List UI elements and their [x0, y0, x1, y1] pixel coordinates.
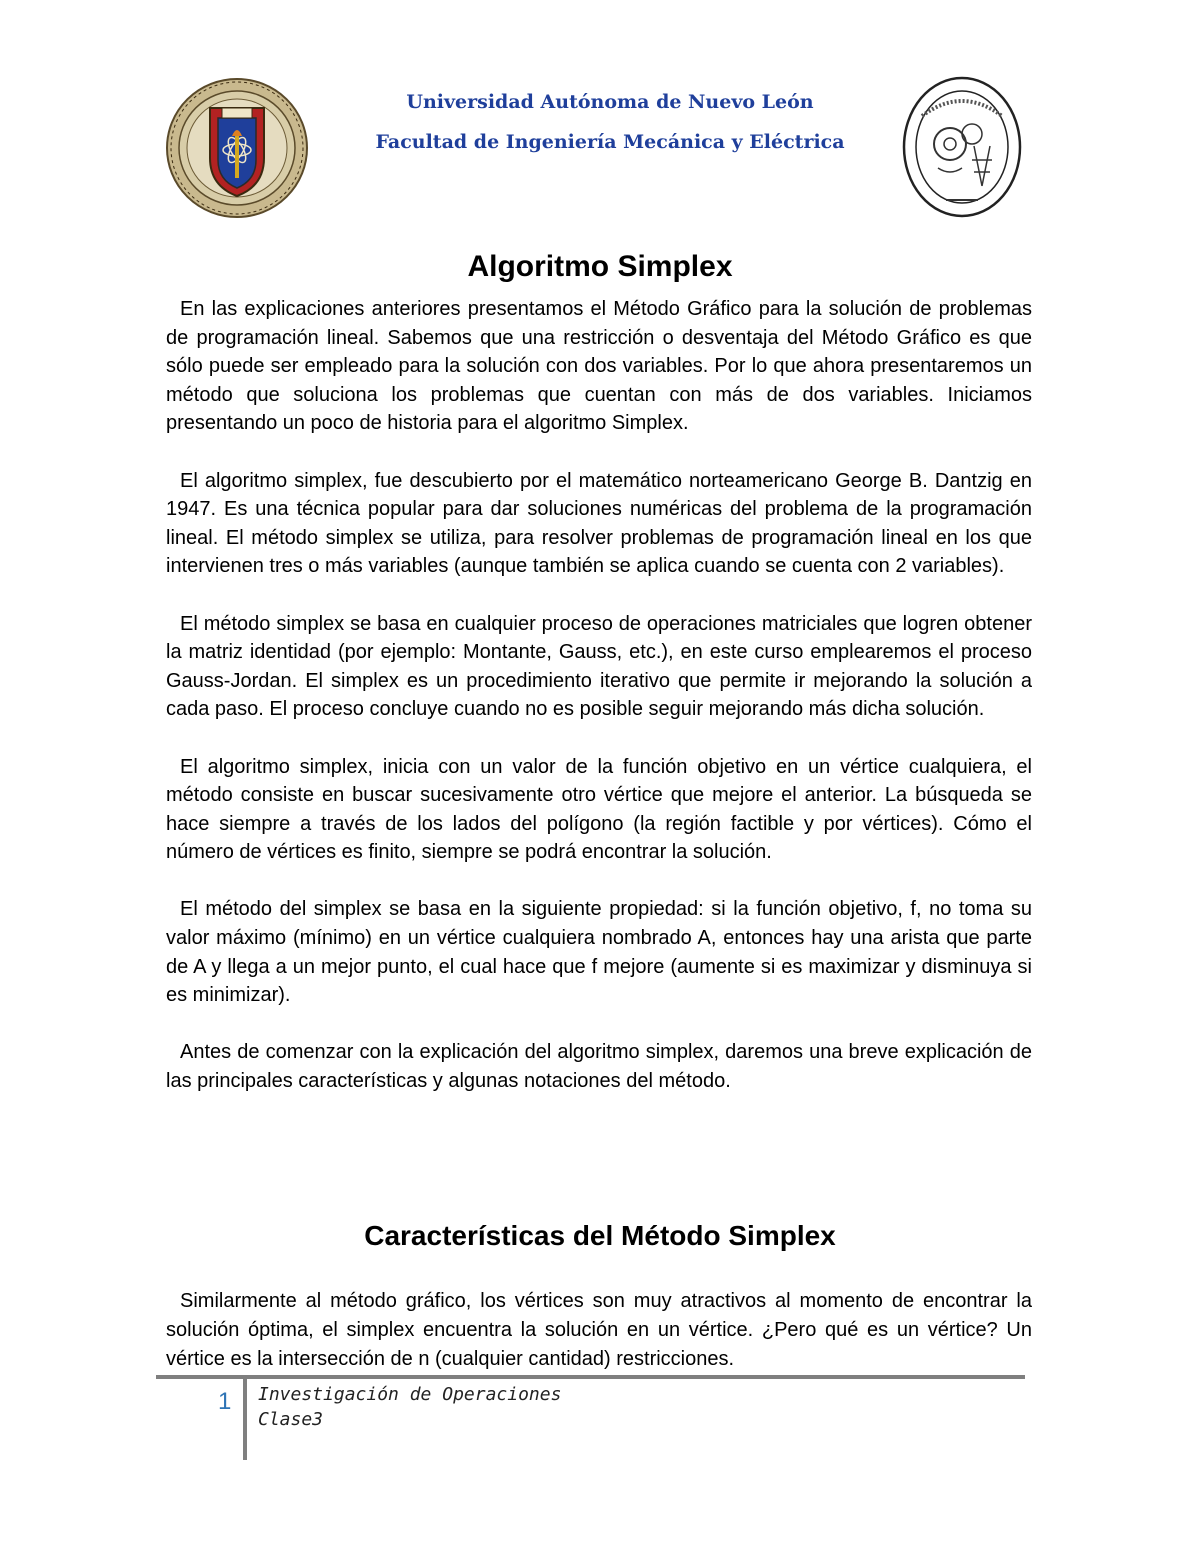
paragraph: El algoritmo simplex, inicia con un valor de la función objetivo en un vértice cualquiera, el método consiste en buscar sucesivamente otro vértice que mejore el anterior. La búsqueda se hace siempre a través de los lados del polígono (la región factible y por vértices). Cómo el número de vértices es finito, siempre se podrá encontrar la solución.	[166, 755, 1032, 864]
document-header	[0, 0, 1200, 240]
paragraph-spacer	[166, 581, 1032, 610]
footer-divider	[243, 1378, 247, 1460]
page-number: 1	[218, 1388, 232, 1415]
paragraph-spacer	[166, 1010, 1032, 1039]
paragraph: Similarmente al método gráfico, los vértices son muy atractivos al momento de encontrar la solución óptima, el simplex encuentra la solución en un vértice. ¿Pero qué es un vértice? Un vértice es la intersección de n (cualquier cantidad) restricciones.	[166, 1290, 1032, 1370]
university-name: Universidad Autónoma de Nuevo León	[406, 91, 814, 113]
section-title: Características del Método Simplex	[364, 1220, 836, 1251]
paragraph-spacer	[166, 724, 1032, 753]
paragraph: El método simplex se basa en cualquier proceso de operaciones matriciales que logren obtener la matriz identidad (por ejemplo: Montante, Gauss, etc.), en este curso emplearemos el proceso Gauss-Jordan. El simplex es un procedimiento iterativo que permite ir mejorando la solución a cada paso. El proceso concluye cuando no es posible seguir mejorando más dicha solución.	[166, 612, 1032, 721]
footer-course: Investigación de Operaciones	[258, 1384, 562, 1405]
paragraph: El algoritmo simplex, fue descubierto por el matemático norteamericano George B. Dantzig en 1947. Es una técnica popular para dar soluciones numéricas del problema de la programación lineal. El método simplex se utiliza, para resolver problemas de programación lineal en los que intervienen tres o más variables (aunque también se aplica cuando se cuenta con 2 variables).	[166, 469, 1032, 578]
paragraph: En las explicaciones anteriores presentamos el Método Gráfico para la solución de problemas de programación lineal. Sabemos que una restricción o desventaja del Método Gráfico es que sólo puede ser empleado para la solución con dos variables. Por lo que ahora presentaremos un método que soluciona los problemas que cuentan con más de dos variables. Iniciamos presentando un poco de historia para el algoritmo Simplex.	[166, 298, 1032, 435]
paragraph-spacer	[166, 438, 1032, 467]
section-body	[166, 1287, 1032, 1374]
paragraph-spacer	[166, 867, 1032, 896]
fime-seal-icon	[902, 76, 1022, 218]
paragraph: Antes de comenzar con la explicación del algoritmo simplex, daremos una breve explicación de las principales características y algunas notaciones del método.	[166, 1041, 1032, 1093]
footer-rule	[156, 1375, 1025, 1379]
footer-class: Clase3	[258, 1409, 324, 1430]
paragraph: El método del simplex se basa en la siguiente propiedad: si la función objetivo, f, no toma su valor máximo (mínimo) en un vértice cualquiera nombrado A, entonces hay una arista que parte de A y llega a un mejor punto, el cual hace que f mejore (aumente si es maximizar y disminuya si es minimizar).	[166, 898, 1032, 1007]
page-title: Algoritmo Simplex	[467, 250, 733, 283]
faculty-name: Facultad de Ingeniería Mecánica y Eléctrica	[375, 131, 845, 153]
body-text	[166, 295, 1032, 1096]
